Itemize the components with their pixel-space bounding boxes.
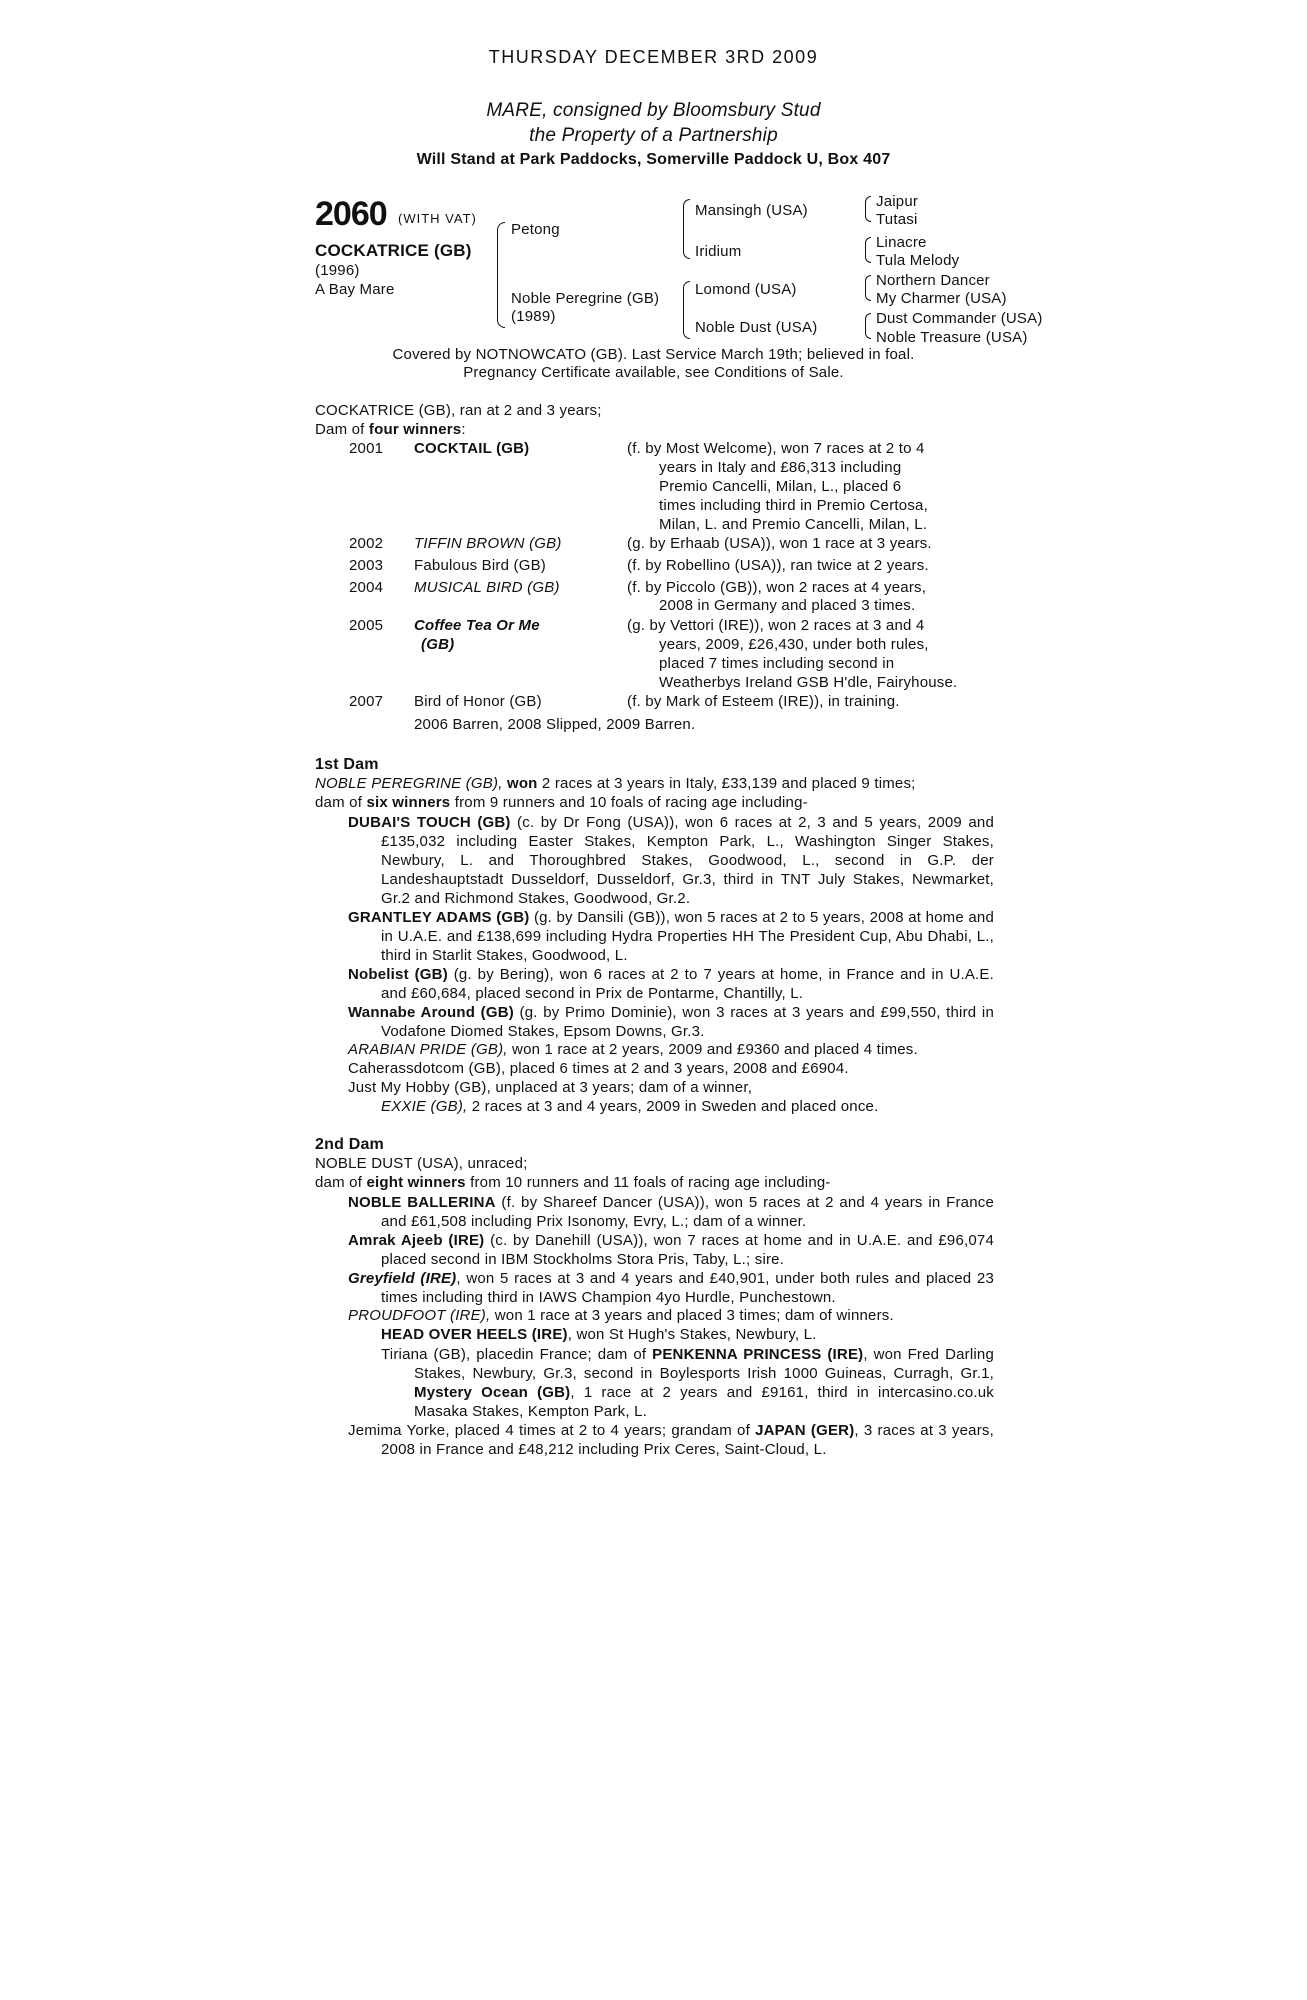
horse-description: A Bay Mare: [315, 281, 395, 298]
sale-date: THURSDAY DECEMBER 3RD 2009: [488, 47, 819, 67]
produce-name: MUSICAL BIRD (GB): [414, 579, 560, 596]
first-dam-line: NOBLE PEREGRINE (GB), won 2 races at 3 years in Italy, £33,139 and placed 9 times;: [315, 775, 916, 792]
second-dam-entry: Jemima Yorke, placed 4 times at 2 to 4 years; grandam of JAPAN (GER), 3 races at 3 years, 2008 in France and £48,212 including Prix Ceres, Saint-Cloud, L.: [348, 1422, 994, 1458]
produce-name-suffix: (GB): [421, 636, 455, 653]
produce-year: 2007: [349, 693, 384, 710]
sire-name: Petong: [511, 221, 560, 238]
first-dam-of: dam of six winners from 9 runners and 10 foals of racing age including-: [315, 794, 808, 811]
produce-text: times including third in Premio Certosa,: [659, 497, 928, 514]
produce-text: 2008 in Germany and placed 3 times.: [659, 597, 916, 614]
dam-year: (1989): [511, 308, 556, 325]
first-dam-line: Caherassdotcom (GB), placed 6 times at 2 and 3 years, 2008 and £6904.: [348, 1060, 849, 1077]
produce-name: Fabulous Bird (GB): [414, 557, 546, 574]
second-dam-of: dam of eight winners from 10 runners and 11 foals of racing age including-: [315, 1174, 831, 1191]
second-dam-entry: NOBLE BALLERINA (f. by Shareef Dancer (USA)), won 5 races at 2 and 4 years in France and £61,508 including Prix Isonomy, Evry, L.; dam of a winner.: [348, 1194, 994, 1230]
produce-text: Weatherbys Ireland GSB H'dle, Fairyhouse.: [659, 674, 958, 691]
barren-line: 2006 Barren, 2008 Slipped, 2009 Barren.: [414, 716, 696, 733]
horse-year: (1996): [315, 262, 360, 279]
pedigree-brace: [865, 313, 871, 339]
property-line: the Property of a Partnership: [529, 125, 778, 146]
first-dam-entry: DUBAI'S TOUCH (GB) (c. by Dr Fong (USA)), won 6 races at 2, 3 and 5 years, 2009 and £135,032 including Easter Stakes, Kempton Park, L., Washington Singer Stakes, Newbury, L. and Thoroughbred Stakes, Goodwood, L., second in G.P. der Landeshauptstadt Dusseldorf, Dusseldorf, Gr.3, third in TNT July Stakes, Newmarket, Gr.2 and Richmond Stakes, Goodwood, Gr.2.: [348, 814, 994, 907]
second-dam-heading: 2nd Dam: [315, 1136, 384, 1153]
second-dam-line: PROUDFOOT (IRE), won 1 race at 3 years and placed 3 times; dam of winners.: [348, 1307, 894, 1324]
first-dam-line: ARABIAN PRIDE (GB), won 1 race at 2 years, 2009 and £9360 and placed 4 times.: [348, 1041, 918, 1058]
second-dam-entry: Amrak Ajeeb (IRE) (c. by Danehill (USA)), won 7 races at home and in U.A.E. and £96,074 placed second in IBM Stockholms Stora Pris, Taby, L.; sire.: [348, 1232, 994, 1268]
pedigree-brace: [683, 199, 690, 259]
produce-name: COCKTAIL (GB): [414, 440, 530, 457]
second-dam-line: HEAD OVER HEELS (IRE), won St Hugh's Stakes, Newbury, L.: [381, 1326, 817, 1343]
ancestor: Linacre: [876, 234, 927, 251]
pedigree-brace: [865, 196, 871, 222]
pregnancy-line: Pregnancy Certificate available, see Conditions of Sale.: [463, 364, 844, 381]
ancestor: Tutasi: [876, 211, 918, 228]
produce-text: (f. by Piccolo (GB)), won 2 races at 4 years,: [627, 579, 927, 596]
produce-text: Premio Cancelli, Milan, L., placed 6: [659, 478, 902, 495]
ancestor: Noble Treasure (USA): [876, 329, 1028, 346]
second-dam-entry: Greyfield (IRE), won 5 races at 3 and 4 years and £40,901, under both rules and placed 23 times including third in IAWS Champion 4yo Hurdle, Punchestown.: [348, 1270, 994, 1306]
produce-intro: COCKATRICE (GB), ran at 2 and 3 years;: [315, 402, 602, 419]
pedigree-brace: [683, 281, 690, 339]
covered-line: Covered by NOTNOWCATO (GB). Last Service March 19th; believed in foal.: [392, 346, 915, 363]
produce-year: 2003: [349, 557, 384, 574]
lot-number: 2060: [315, 195, 387, 233]
ancestor: Dust Commander (USA): [876, 310, 1043, 327]
ancestor: My Charmer (USA): [876, 290, 1007, 307]
pedigree-brace: [497, 222, 505, 328]
pedigree-brace: [865, 275, 871, 301]
second-dam-entry: Tiriana (GB), placedin France; dam of PENKENNA PRINCESS (IRE), won Fred Darling Stakes, Newbury, Gr.3, second in Boylesports Irish 1000 Guineas, Curragh, Gr.1, Mystery Ocean (GB), 1 race at 2 years and £9161, third in intercasino.co.uk Masaka Stakes, Kempton Park, L.: [381, 1346, 994, 1420]
produce-name: Coffee Tea Or Me: [414, 617, 540, 634]
first-dam-line: Just My Hobby (GB), unplaced at 3 years; dam of a winner,: [348, 1079, 753, 1096]
produce-text: years, 2009, £26,430, under both rules,: [659, 636, 929, 653]
produce-text: (g. by Erhaab (USA)), won 1 race at 3 years.: [627, 535, 932, 552]
produce-year: 2001: [349, 440, 384, 457]
sire-sire: Mansingh (USA): [695, 202, 808, 219]
first-dam-entry: Nobelist (GB) (g. by Bering), won 6 races at 2 to 7 years at home, in France and in U.A.E. and £60,684, placed second in Prix de Pontarme, Chantilly, L.: [348, 966, 994, 1002]
vat-label: (WITH VAT): [398, 211, 477, 226]
produce-year: 2002: [349, 535, 384, 552]
produce-text: (f. by Most Welcome), won 7 races at 2 to 4: [627, 440, 925, 457]
first-dam-entry: GRANTLEY ADAMS (GB) (g. by Dansili (GB)), won 5 races at 2 to 5 years, 2008 at home and in U.A.E. and £138,699 including Hydra Properties HH The President Cup, Abu Dhabi, L., third in Starlit Stakes, Goodwood, L.: [348, 909, 994, 964]
produce-name: TIFFIN BROWN (GB): [414, 535, 562, 552]
produce-text: (f. by Robellino (USA)), ran twice at 2 years.: [627, 557, 929, 574]
second-dam-line: NOBLE DUST (USA), unraced;: [315, 1155, 528, 1172]
pedigree-brace: [865, 237, 871, 263]
horse-name: COCKATRICE (GB): [315, 241, 472, 260]
produce-text: years in Italy and £86,313 including: [659, 459, 902, 476]
produce-text: placed 7 times including second in: [659, 655, 895, 672]
produce-text: (f. by Mark of Esteem (IRE)), in training.: [627, 693, 900, 710]
first-dam-entry: Wannabe Around (GB) (g. by Primo Dominie), won 3 races at 3 years and £99,550, third in Vodafone Diomed Stakes, Epsom Downs, Gr.3.: [348, 1004, 994, 1040]
dam-name: Noble Peregrine (GB): [511, 290, 660, 307]
stand-location: Will Stand at Park Paddocks, Somerville Paddock U, Box 407: [416, 151, 891, 168]
produce-year: 2004: [349, 579, 384, 596]
ancestor: Jaipur: [876, 193, 919, 210]
dam-sire: Lomond (USA): [695, 281, 797, 298]
produce-text: Milan, L. and Premio Cancelli, Milan, L.: [659, 516, 928, 533]
dam-dam: Noble Dust (USA): [695, 319, 818, 336]
produce-text: (g. by Vettori (IRE)), won 2 races at 3 and 4: [627, 617, 925, 634]
produce-year: 2005: [349, 617, 384, 634]
produce-dam-of: Dam of four winners:: [315, 421, 466, 438]
first-dam-line: EXXIE (GB), 2 races at 3 and 4 years, 2009 in Sweden and placed once.: [381, 1098, 879, 1115]
ancestor: Northern Dancer: [876, 272, 990, 289]
first-dam-heading: 1st Dam: [315, 756, 379, 773]
sire-dam: Iridium: [695, 243, 742, 260]
produce-name: Bird of Honor (GB): [414, 693, 542, 710]
consignor-line: MARE, consigned by Bloomsbury Stud: [486, 100, 821, 121]
ancestor: Tula Melody: [876, 252, 960, 269]
